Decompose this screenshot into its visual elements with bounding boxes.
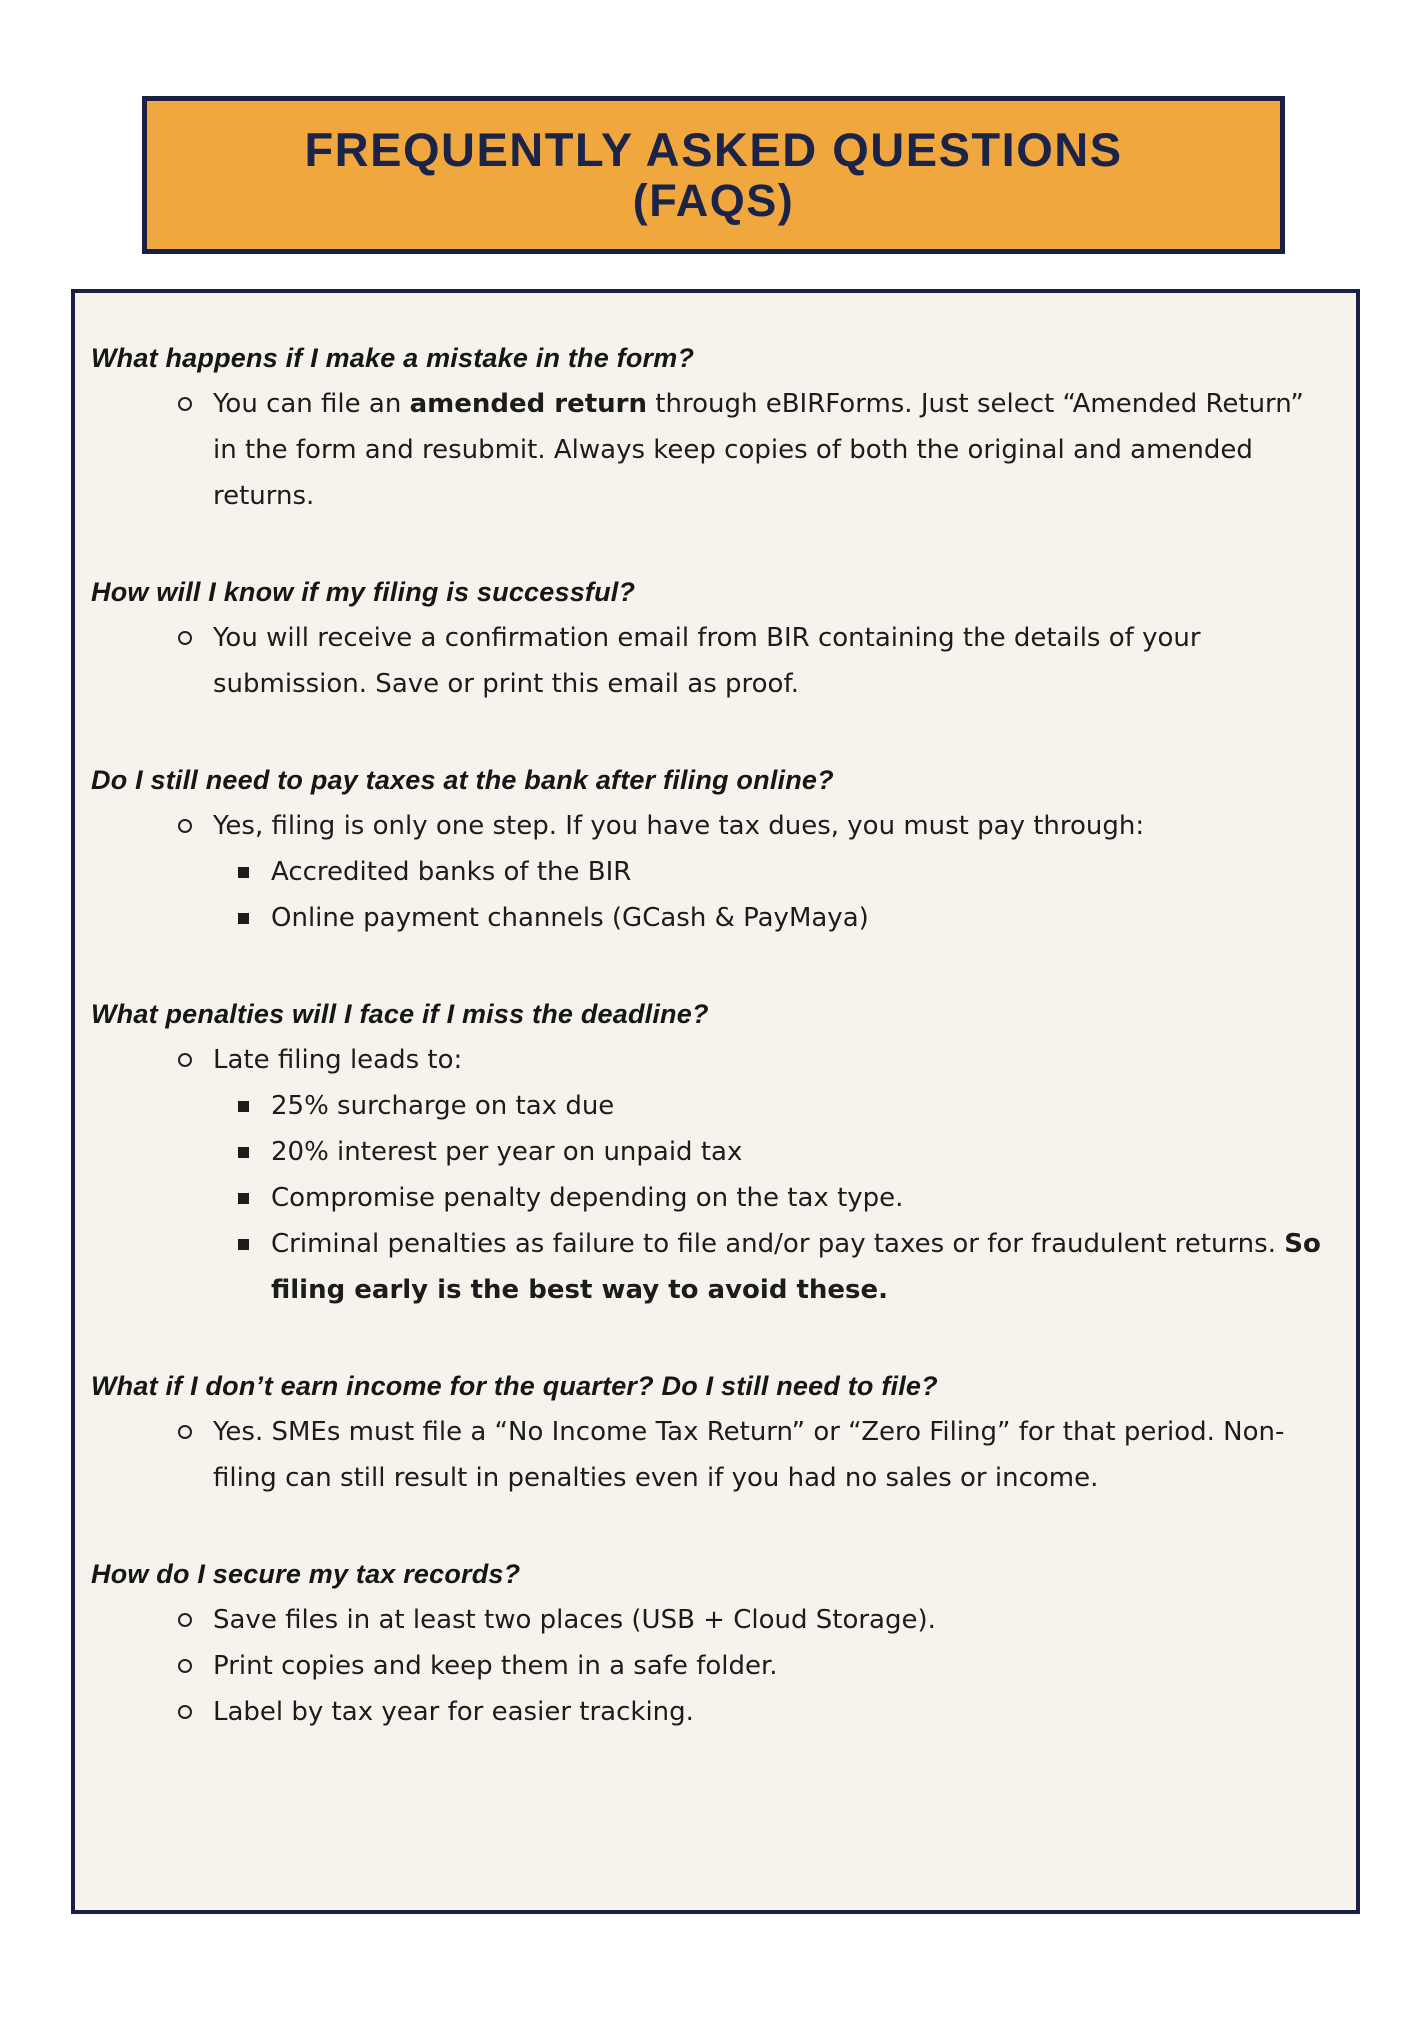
answer-text-segment: Label by tax year for easier tracking. bbox=[213, 1697, 694, 1727]
faq-answer-bullet bbox=[75, 1689, 1328, 1735]
answer-text-segment: Late filing leads to: bbox=[213, 1045, 463, 1075]
answer-text-segment: Print copies and keep them in a safe folder. bbox=[213, 1651, 778, 1681]
answer-text-segment-bold: amended return bbox=[409, 389, 648, 419]
faq-answer-sub-bullet bbox=[75, 1221, 1328, 1313]
faq-item-pay-at-bank bbox=[75, 757, 1328, 941]
faq-answer-sub-bullet bbox=[75, 849, 1328, 895]
answer-text-segment: You can file an bbox=[213, 389, 410, 419]
faq-answer-sub-bullet bbox=[75, 1083, 1328, 1129]
faq-answer-sub-bullet bbox=[75, 1175, 1328, 1221]
faq-question: How will I know if my filing is successful? bbox=[91, 577, 636, 607]
faq-answer-sub-bullet bbox=[75, 895, 1328, 941]
answer-text-segment: Save files in at least two places (USB + Cloud Storage). bbox=[213, 1605, 936, 1635]
faq-question: What penalties will I face if I miss the deadline? bbox=[91, 999, 709, 1029]
faq-item-filing-successful bbox=[75, 569, 1328, 707]
faq-answer-bullet bbox=[75, 803, 1328, 849]
answer-text-segment: 20% interest per year on unpaid tax bbox=[271, 1137, 743, 1167]
faq-answer-bullet bbox=[75, 615, 1328, 707]
answer-text-segment: You will receive a confirmation email from BIR containing the details of your submission. Save or print this email as proof. bbox=[213, 623, 1201, 699]
answer-text-segment: Accredited banks of the BIR bbox=[271, 857, 632, 887]
answer-text-segment: Online payment channels (GCash & PayMaya) bbox=[271, 903, 869, 933]
faq-answer-sub-bullet bbox=[75, 1129, 1328, 1175]
faq-question: What happens if I make a mistake in the form? bbox=[91, 343, 695, 373]
faq-question: What if I don’t earn income for the quarter? Do I still need to file? bbox=[91, 1371, 938, 1401]
page-title-line1: FREQUENTLY ASKED QUESTIONS bbox=[304, 123, 1123, 177]
answer-text-segment: through eBIRForms. Just select “Amended Return” in the form and resubmit. Always keep copies of both the original and amended returns. bbox=[213, 389, 1304, 511]
faq-answer-bullet bbox=[75, 381, 1328, 519]
answer-text-segment: Yes, filing is only one step. If you have tax dues, you must pay through: bbox=[213, 811, 1145, 841]
faq-content-box bbox=[71, 289, 1360, 1914]
title-banner bbox=[142, 96, 1285, 254]
answer-text-segment: Yes. SMEs must file a “No Income Tax Return” or “Zero Filing” for that period. Non-filing can still result in penalties even if you had no sales or income. bbox=[213, 1417, 1285, 1493]
faq-question: How do I secure my tax records? bbox=[91, 1559, 521, 1589]
answer-text-segment: Compromise penalty depending on the tax type. bbox=[271, 1183, 904, 1213]
faq-question: Do I still need to pay taxes at the bank after filing online? bbox=[91, 765, 834, 795]
faq-answer-bullet bbox=[75, 1037, 1328, 1083]
faq-item-secure-records bbox=[75, 1551, 1328, 1735]
answer-text-segment: 25% surcharge on tax due bbox=[271, 1091, 615, 1121]
faq-item-mistake-in-form bbox=[75, 335, 1328, 519]
faq-answer-bullet bbox=[75, 1643, 1328, 1689]
faq-answer-bullet bbox=[75, 1409, 1328, 1501]
page-title-line2: (FAQS) bbox=[632, 175, 795, 227]
answer-text-segment-bold: So filing early is the best way to avoid these. bbox=[271, 1229, 1321, 1305]
faq-item-no-income bbox=[75, 1363, 1328, 1501]
faq-item-penalties-deadline bbox=[75, 991, 1328, 1313]
answer-text-segment: Criminal penalties as failure to file and/or pay taxes or for fraudulent returns. bbox=[271, 1229, 1285, 1259]
faq-answer-bullet bbox=[75, 1597, 1328, 1643]
